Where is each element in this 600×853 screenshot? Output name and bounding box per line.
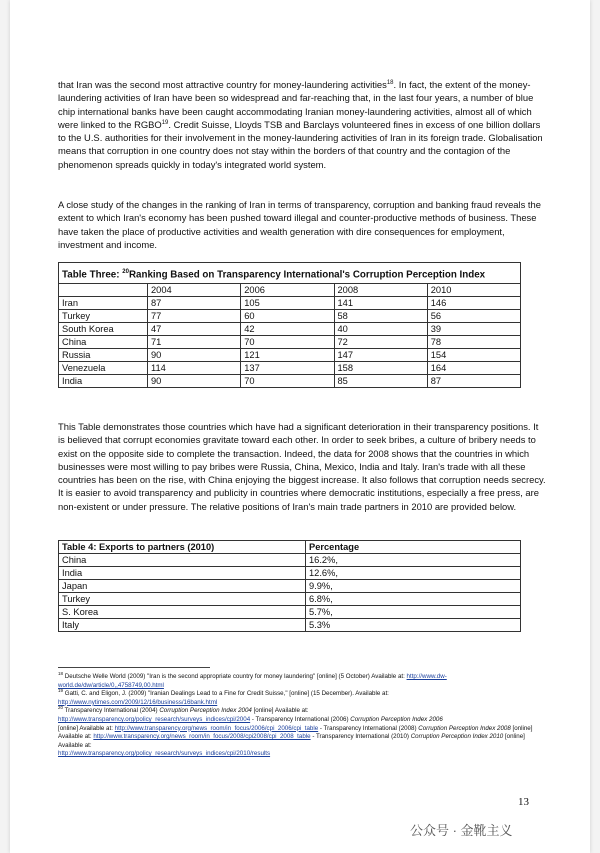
- table3-rank-cell: 121: [241, 349, 334, 362]
- footnote-divider: [58, 667, 210, 668]
- table-row: [59, 580, 521, 593]
- table3-rank-cell: 78: [427, 336, 520, 349]
- table-row: [59, 554, 521, 567]
- table3-rank-cell: 87: [148, 297, 241, 310]
- table3-rank-cell: 39: [427, 323, 520, 336]
- footnote-19: $^{19}$ Gatti, C. and Eligon, J. (2009) "Iranian Dealings Lead to a Fine for Credit Suisse," [online] (15 December). Available at: http://www.nytimes.com/2009/12/16/business/16bank.html: [58, 688, 389, 706]
- footnote-18: $^{18}$ Deutsche Welle World (2009) "Iran is the second appropriate country for money laundering" [online] (5 October) Available at: http://www.dw-world.de/dw/article/0,,4758749,00.html: [58, 670, 447, 689]
- table3-country-cell: Iran: [59, 297, 148, 310]
- table3-rank-cell: 147: [334, 349, 427, 362]
- table3-rank-cell: 90: [148, 375, 241, 388]
- table-row: [59, 606, 521, 619]
- table3-rank-cell: 42: [241, 323, 334, 336]
- table3-rank-cell: 158: [334, 362, 427, 375]
- footnote-20-link-2006[interactable]: http://www.transparency.org/news_room/in_focus/2006/cpi_2006/cpi_table: [114, 724, 319, 732]
- table3-rank-cell: 90: [148, 349, 241, 362]
- table-exports-partners: [58, 540, 521, 632]
- table3-country-cell: Venezuela: [59, 362, 148, 375]
- footnote-18-link[interactable]: http://www.dw-world.de/dw/article/0,,4758749,00.html: [58, 673, 447, 689]
- footnote-20-link-2008[interactable]: http://www.transparency.org/news_room/in_focus/2008/cpi2008/cpi_2008_table: [93, 733, 311, 741]
- table3-country-cell: Russia: [59, 349, 148, 362]
- table4-header-row: [59, 541, 521, 554]
- table3-rank-cell: 105: [241, 297, 334, 310]
- table3-rank-cell: 58: [334, 310, 427, 323]
- footnote-ref-19[interactable]: 19: [161, 119, 169, 126]
- table3-rank-cell: 70: [241, 375, 334, 388]
- table3-rank-cell: 72: [334, 336, 427, 349]
- table3-country-cell: South Korea: [59, 323, 148, 336]
- footnote-19-link[interactable]: http://www.nytimes.com/2009/12/16/business/16bank.html: [58, 698, 218, 706]
- table-row: [59, 310, 521, 323]
- table3-header-row: [59, 284, 521, 297]
- table-row: [59, 362, 521, 375]
- table3-rank-cell: 60: [241, 310, 334, 323]
- table3-rank-cell: 114: [148, 362, 241, 375]
- document-page: [10, 0, 590, 853]
- table4-partner-cell: Italy: [59, 619, 306, 632]
- table4-header-cell: Table 4: Exports to partners (2010): [59, 541, 306, 554]
- table4-partner-cell: Turkey: [59, 593, 306, 606]
- table3-rank-cell: 164: [427, 362, 520, 375]
- table3-rank-cell: 71: [148, 336, 241, 349]
- paragraph-money-laundering: that Iran was the second most attractive country for money-laundering activities$^{18}$. In fact, the extent of the money-laundering activities of Iran have been so widespread and far-reaching that, in the last four years, a number of blue chip international banks have been caught accommodating Iranian money-laundering activities, almost all of which were linked to the RGBO$^{19}$. Credit Suisse, Lloyds TSB and Barclays volunteered fines in excess of one billion dollars to the U.S. authorities for their involvement in the money-laundering activities of Iran in its foreign trade. Globalisation means that corruption in one country does not stay within the borders of that country and the contagion of the phenomenon spreads quickly in today's integrated world system.: [58, 79, 543, 170]
- table3-rank-cell: 56: [427, 310, 520, 323]
- table3-rank-cell: 87: [427, 375, 520, 388]
- footnote-ref-18[interactable]: 18: [386, 79, 394, 86]
- table-transparency-ranking: [58, 262, 521, 388]
- table3-header-blank: [59, 284, 148, 297]
- table-row: [59, 297, 521, 310]
- table4-partner-cell: India: [59, 567, 306, 580]
- footnotes: [58, 670, 548, 759]
- table4-pct-cell: 16.2%,: [306, 554, 521, 567]
- table4-partner-cell: China: [59, 554, 306, 567]
- footnote-20: $^{20}$ Transparency International (2004) Corruption Perception Index 2004 [online] Available at: http://www.transparency.org/policy_research/surveys_indices/cpi/2004 - Transparency International (2006) Corruption Perception Index 2006 [online] Available at: http://www.transparency.org/news_room/in_focus/2006/cpi_2006/cpi_table - Transparency International (2008) Corruption Perception Index 2008 [online] Available at: http://www.transparency.org/news_room/in_focus/2008/cpi2008/cpi_2008_table - Transparency International (2010) Corruption Perception Index 2010 [online] Available at: http://www.transparency.org/policy_research/surveys_indices/cpi/2010/results: [58, 705, 533, 758]
- table3-rank-cell: 85: [334, 375, 427, 388]
- table-row: [59, 567, 521, 580]
- table3-rank-cell: 146: [427, 297, 520, 310]
- table3-year-header: 2008: [334, 284, 427, 297]
- table3-rank-cell: 141: [334, 297, 427, 310]
- footnote-20-link-2010[interactable]: http://www.transparency.org/policy_research/surveys_indices/cpi/2010/results: [58, 750, 271, 758]
- paragraph-ranking-study: A close study of the changes in the ranking of Iran in terms of transparency, corruption and banking fraud reveals the extent to which Iran's economy has been pushed toward illegal and counter-productive methods of business. These have taken the place of productive activities and wealth generation with dire consequences for employment, investment and income.: [58, 199, 541, 250]
- table3-title: Table Three: $^{20}$Ranking Based on Transparency International's Corruption Perception Index: [59, 263, 521, 284]
- table3-year-header: 2006: [241, 284, 334, 297]
- table-row: [59, 323, 521, 336]
- table-row: [59, 593, 521, 606]
- table4-header-cell: Percentage: [306, 541, 521, 554]
- table4-pct-cell: 5.3%: [306, 619, 521, 632]
- table4-pct-cell: 9.9%,: [306, 580, 521, 593]
- table3-country-cell: Turkey: [59, 310, 148, 323]
- table4-partner-cell: S. Korea: [59, 606, 306, 619]
- table3-year-header: 2010: [427, 284, 520, 297]
- watermark: 公众号 · 金靴主义: [410, 823, 513, 838]
- footnote-20-link-2004[interactable]: http://www.transparency.org/policy_research/surveys_indices/cpi/2004: [58, 715, 251, 723]
- paragraph-trade-analysis: This Table demonstrates those countries which have had a significant deterioration in their transparency positions. It is believed that corrupt economies gravitate toward each other. In order to seek bribes, a culture of bribery needs to exist on the opposite side to complete the transaction. Indeed, the data for 2008 shows that the countries in which businesses were most willing to pay bribes were Russia, China, Mexico, India and Italy. Iran's trade with all these countries has been on the rise, with China enjoying the biggest increase. It also follows that corruption needs secrecy. It is easier to avoid transparency and publicity in countries where democratic institutions, especially a free press, are non-existent or under pressure. The relative positions of Iran's main trade partners in 2010 are provided below.: [58, 421, 546, 512]
- table3-rank-cell: 154: [427, 349, 520, 362]
- table3-country-cell: China: [59, 336, 148, 349]
- table4-pct-cell: 6.8%,: [306, 593, 521, 606]
- table4-partner-cell: Japan: [59, 580, 306, 593]
- page-number: 13: [518, 796, 529, 808]
- table3-rank-cell: 137: [241, 362, 334, 375]
- table-row: [59, 349, 521, 362]
- table3-rank-cell: 40: [334, 323, 427, 336]
- table3-rank-cell: 77: [148, 310, 241, 323]
- table-row: [59, 619, 521, 632]
- table-row: [59, 375, 521, 388]
- table3-country-cell: India: [59, 375, 148, 388]
- table-row: [59, 336, 521, 349]
- table3-rank-cell: 70: [241, 336, 334, 349]
- table4-pct-cell: 12.6%,: [306, 567, 521, 580]
- table3-rank-cell: 47: [148, 323, 241, 336]
- table4-pct-cell: 5.7%,: [306, 606, 521, 619]
- table3-year-header: 2004: [148, 284, 241, 297]
